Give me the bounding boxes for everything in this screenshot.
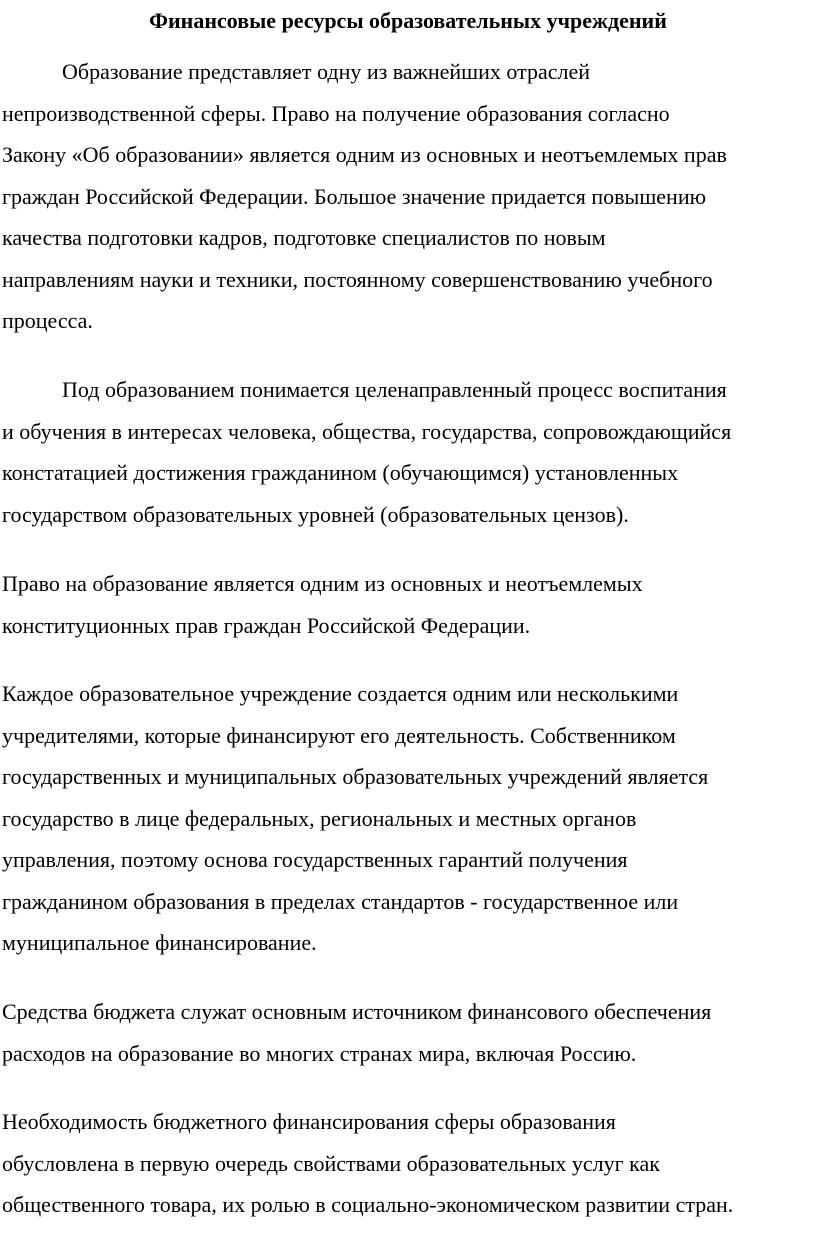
text-line: обусловлена в первую очередь свойствами образовательных услуг как — [2, 1150, 660, 1176]
paragraph-budget-necessity — [2, 1101, 814, 1226]
text-line: Под образованием понимается целенаправленный процесс воспитания — [62, 377, 727, 402]
text-line: направлениям науки и техники, постоянному совершенствованию учебного — [2, 266, 713, 292]
text-line: конституционных прав граждан Российской Федерации. — [2, 612, 531, 638]
paragraph-founders-financing — [2, 673, 814, 964]
text-line: расходов на образование во многих странах мира, включая Россию. — [2, 1040, 637, 1066]
document-title: Финансовые ресурсы образовательных учреждений — [149, 8, 667, 33]
text-line: общественного товара, их ролью в социально-экономическом развитии стран. — [2, 1192, 734, 1217]
text-line: гражданином образования в пределах стандартов - государственное или — [2, 888, 679, 914]
text-line: Каждое образовательное учреждение создается одним или несколькими — [2, 681, 679, 706]
text-line: учредителями, которые финансируют его деятельность. Собственником — [2, 722, 676, 748]
paragraph-right-to-education — [2, 563, 814, 646]
text-line: Образование представляет одну из важнейших отраслей — [62, 59, 591, 84]
text-line: качества подготовки кадров, подготовке специалистов по новым — [2, 225, 606, 250]
text-line: Закону «Об образовании» является одним из основных и неотъемлемых прав — [2, 142, 727, 167]
text-line: муниципальное финансирование. — [2, 930, 317, 955]
text-line: процесса. — [2, 308, 93, 333]
text-line: Необходимость бюджетного финансирования сферы образования — [2, 1109, 616, 1134]
text-line: Средства бюджета служат основным источником финансового обеспечения — [2, 999, 712, 1024]
paragraph-budget-funds — [2, 991, 814, 1074]
text-line: управления, поэтому основа государственных гарантий получения — [2, 847, 628, 872]
text-line: констатацией достижения гражданином (обучающимся) установленных — [2, 460, 679, 485]
text-line: государством образовательных уровней (образовательных цензов). — [2, 501, 629, 527]
text-line: непроизводственной сферы. Право на получение образования согласно — [2, 100, 670, 126]
paragraph-education-definition — [2, 369, 814, 535]
text-line: Право на образование является одним из основных и неотъемлемых — [2, 571, 643, 596]
text-line: государственных и муниципальных образовательных учреждений является — [2, 764, 709, 789]
text-line: государство в лице федеральных, региональных и местных органов — [2, 805, 637, 831]
paragraph-education-overview — [2, 51, 814, 342]
text-line: и обучения в интересах человека, общества, государства, сопровождающийся — [2, 418, 732, 444]
text-line: граждан Российской Федерации. Большое значение придается повышению — [2, 183, 707, 209]
